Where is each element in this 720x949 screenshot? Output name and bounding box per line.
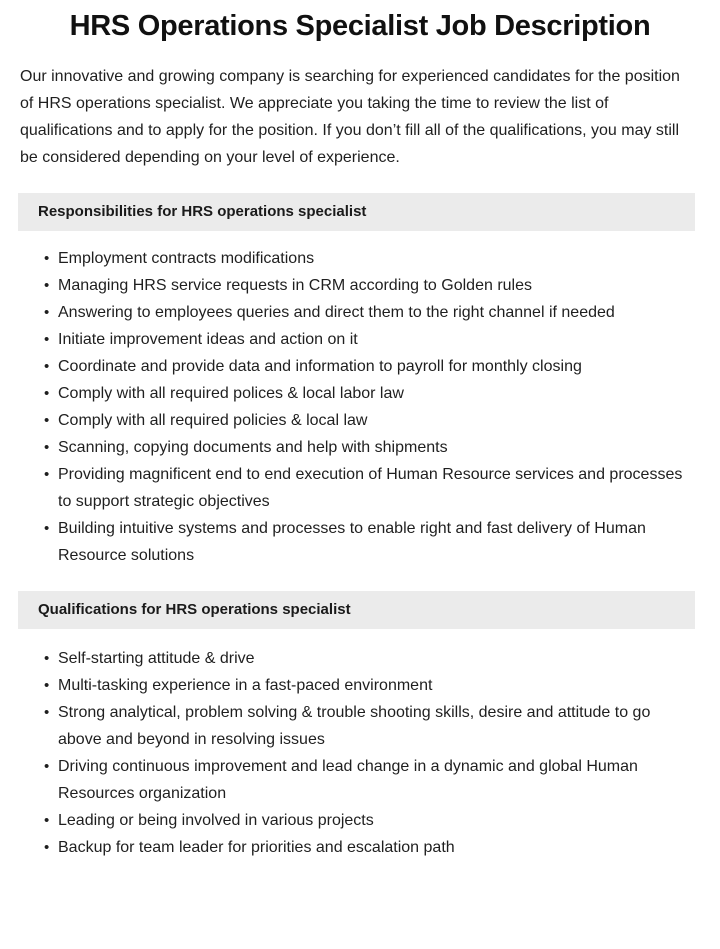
list-item: • Coordinate and provide data and information to payroll for monthly closing: [44, 353, 695, 380]
list-item: • Comply with all required polices & local labor law: [44, 380, 695, 407]
list-item: • Employment contracts modifications: [44, 245, 695, 272]
responsibilities-section: [0, 193, 720, 569]
responsibilities-list: [0, 231, 720, 569]
list-item: • Backup for team leader for priorities and escalation path: [44, 834, 695, 861]
list-item: • Initiate improvement ideas and action on it: [44, 326, 695, 353]
list-item: • Building intuitive systems and processes to enable right and fast delivery of Human Resource solutions: [44, 515, 695, 569]
qualifications-heading-band: [18, 591, 695, 629]
qualifications-heading-label: Qualifications for HRS operations specialist: [38, 601, 351, 618]
list-item: • Scanning, copying documents and help with shipments: [44, 434, 695, 461]
responsibilities-heading-label: Responsibilities for HRS operations specialist: [38, 203, 367, 220]
qualifications-list: [0, 629, 720, 861]
qualifications-section: [0, 591, 720, 861]
list-item: • Comply with all required policies & local law: [44, 407, 695, 434]
list-item: • Answering to employees queries and direct them to the right channel if needed: [44, 299, 695, 326]
list-item: • Self-starting attitude & drive: [44, 645, 695, 672]
list-item: • Multi-tasking experience in a fast-paced environment: [44, 672, 695, 699]
list-item: • Strong analytical, problem solving & trouble shooting skills, desire and attitude to go above and beyond in resolving issues: [44, 699, 695, 753]
page-title: HRS Operations Specialist Job Description: [69, 10, 651, 42]
list-item: • Leading or being involved in various projects: [44, 807, 695, 834]
responsibilities-heading-band: [18, 193, 695, 231]
list-item: • Managing HRS service requests in CRM according to Golden rules: [44, 272, 695, 299]
intro-paragraph: Our innovative and growing company is searching for experienced candidates for the position of HRS operations specialist. We appreciate you taking the time to review the list of qualifications and to apply for the position. If you don’t fill all of the qualifications, you may still be considered depending on your level of experience.: [20, 68, 680, 166]
list-item: • Providing magnificent end to end execution of Human Resource services and processes to support strategic objectives: [44, 461, 695, 515]
list-item: • Driving continuous improvement and lead change in a dynamic and global Human Resources organization: [44, 753, 695, 807]
